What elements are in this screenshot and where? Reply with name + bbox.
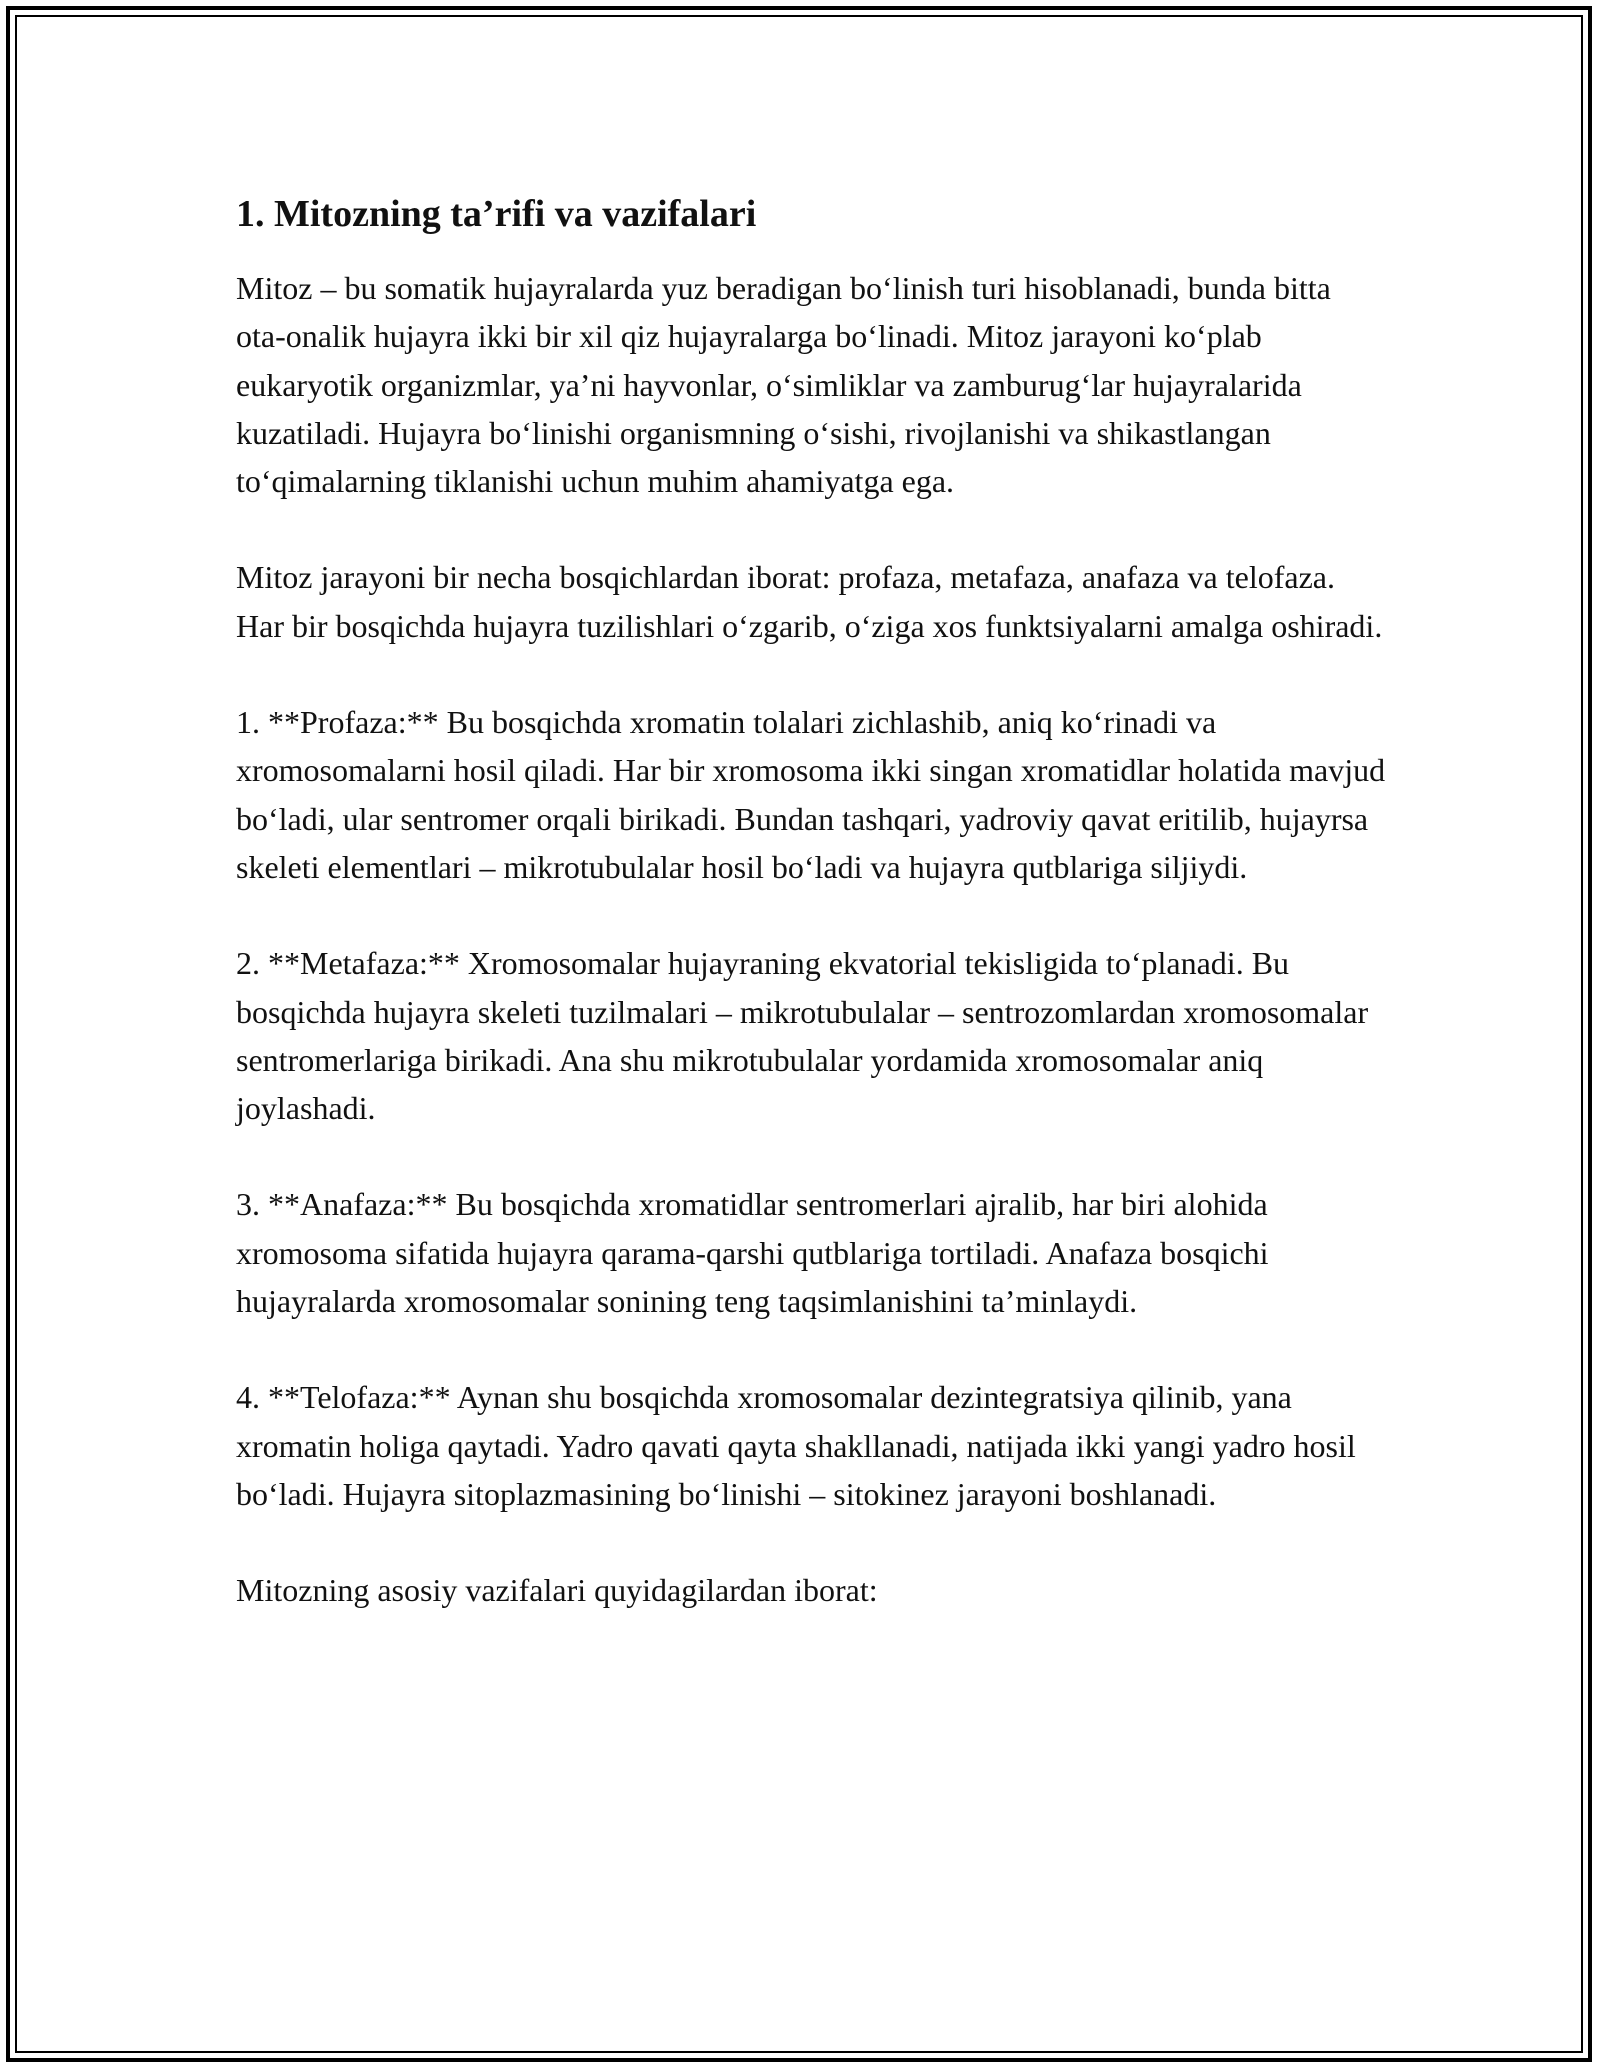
document-body — [236, 186, 1386, 1615]
paragraph-telophase: 4. **Telofaza:** Aynan shu bosqichda xromosomalar dezintegratsiya qilinib, yana xromatin holiga qaytadi. Yadro qavati qayta shakllanadi, natijada ikki yangi yadro hosil bo‘ladi. Hujayra sitoplazmasining bo‘linishi – sitokinez jarayoni boshlanadi. — [236, 1379, 1356, 1512]
paragraph-anaphase: 3. **Anafaza:** Bu bosqichda xromatidlar sentromerlari ajralib, har biri alohida xromosoma sifatida hujayra qarama-qarshi qutblariga tortiladi. Anafaza bosqichi hujayralarda xromosomalar sonining teng taqsimlanishini ta’minlaydi. — [236, 1186, 1269, 1320]
paragraph-definition: Mitoz – bu somatik hujayralarda yuz beradigan bo‘linish turi hisoblanadi, bunda bitta ota-onalik hujayra ikki bir xil qiz hujayralarga bo‘linadi. Mitoz jarayoni ko‘plab eukaryotik organizmlar, ya’ni hayvonlar, o‘simliklar va zamburug‘lar hujayralarida kuzatiladi. Hujayra bo‘linishi organismning o‘sishi, rivojlanishi va shikastlangan to‘qimalarning tiklanishi uchun muhim ahamiyatga ega. — [236, 270, 1331, 500]
paragraph-metaphase: 2. **Metafaza:** Xromosomalar hujayraning ekvatorial tekisligida to‘planadi. Bu bosqichda hujayra skeleti tuzilmalari – mikrotubulalar – sentrozomlardan xromosomalar sentromerlariga birikadi. Ana shu mikrotubulalar yordamida xromosomalar aniq joylashadi. — [236, 945, 1369, 1127]
section-heading: 1. Mitozning ta’rifi va vazifalari — [236, 193, 757, 235]
paragraph-stages-overview: Mitoz jarayoni bir necha bosqichlardan iborat: profaza, metafaza, anafaza va telofaza. Har bir bosqichda hujayra tuzilishlari o‘zgarib, o‘ziga xos funktsiyalarni amalga oshiradi. — [236, 559, 1383, 644]
paragraph-functions-intro: Mitozning asosiy vazifalari quyidagilardan iborat: — [236, 1572, 878, 1609]
paragraph-prophase: 1. **Profaza:** Bu bosqichda xromatin tolalari zichlashib, aniq ko‘rinadi va xromosomalarni hosil qiladi. Har bir xromosoma ikki singan xromatidlar holatida mavjud bo‘ladi, ular sentromer orqali birikadi. Bundan tashqari, yadroviy qavat eritilib, hujayrsa skeleti elementlari – mikrotubulalar hosil bo‘ladi va hujayra qutblariga siljiydi. — [236, 704, 1386, 885]
